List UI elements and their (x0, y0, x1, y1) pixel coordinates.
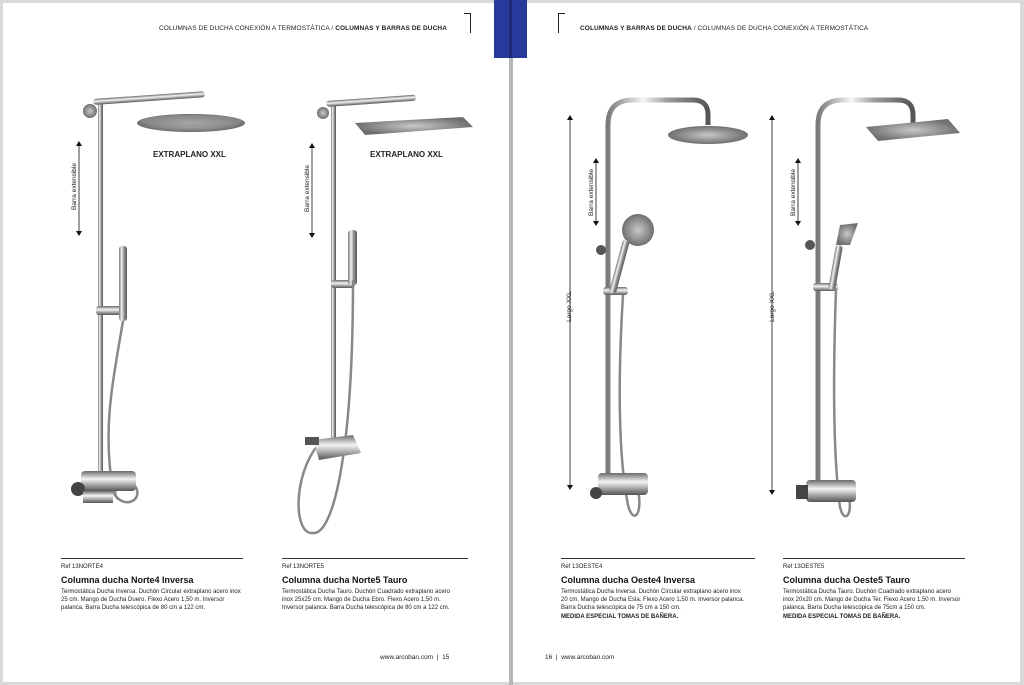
barra-extensible-label: Barra extensible (587, 169, 595, 216)
page-16 (513, 3, 1020, 682)
barra-extensible-label: Barra extensible (303, 165, 311, 212)
shower-column-norte5-image (293, 95, 493, 540)
header-category: / COLUMNAS DE DUCHA CONEXIÓN A TERMOSTÁTICA (691, 25, 869, 32)
description-text: Termostática Ducha Tauro. Duchón Cuadrado extraplano acero inox 20x20 cm. Mango de Ducha Ter. Flexo Acero 1,50 m. Inversor palanca. Barra Ducha telescópica de 75cm a 150 cm. (783, 589, 961, 612)
extraplano-label: EXTRAPLANO XXL (153, 150, 226, 159)
extraplano-label: EXTRAPLANO XXL (370, 150, 443, 159)
description-text: Termostática Ducha Inversa. Duchón Circular extraplano acero inox 20 cm. Mango de Ducha Esla. Flexo Acero 1,50 m. Inversor palanca. Barra Ducha telescópica de 75 cm a 150 cm. (561, 589, 745, 612)
product-description (783, 588, 963, 621)
ref-code: 13OESTE5 (794, 564, 825, 570)
page-15 (3, 3, 509, 682)
product-description (561, 588, 746, 621)
corner-mark (558, 13, 565, 33)
header-section: COLUMNAS Y BARRAS DE DUCHA (335, 25, 447, 32)
largo-xxl-label: Largo XXL (768, 291, 776, 322)
ref-label: Ref (561, 564, 571, 570)
page-footer (545, 654, 614, 661)
divider (561, 558, 755, 559)
ref-label: Ref (61, 564, 71, 570)
shower-column-oeste5-image (778, 95, 968, 535)
product-ref (282, 564, 324, 570)
footer-website[interactable]: www.arcoban.com (561, 654, 615, 661)
footer-website[interactable]: www.arcoban.com (380, 654, 434, 661)
product-title: Columna ducha Oeste5 Tauro (783, 575, 910, 585)
product-description: Termostática Ducha Inversa. Duchón Circular extraplano acero inox 25 cm. Mango de Ducha Duero. Flexo Acero 1,50 m. Inversor palanca. Barra Ducha telescópica de 80 cm a 122 cm. (61, 589, 241, 612)
ref-label: Ref (282, 564, 292, 570)
bookmark-ribbon (494, 0, 527, 58)
divider (783, 558, 965, 559)
special-note: MEDIDA ESPECIAL TOMAS DE BAÑERA. (783, 613, 901, 620)
header-category: COLUMNAS DE DUCHA CONEXIÓN A TERMOSTÁTICA / (159, 25, 336, 32)
corner-mark (464, 13, 471, 33)
header-section: COLUMNAS Y BARRAS DE DUCHA (580, 25, 692, 32)
product-ref (61, 564, 103, 570)
product-ref (783, 564, 824, 570)
page-header (159, 25, 447, 32)
barra-extensible-label: Barra extensible (789, 169, 797, 216)
ref-code: 13NORTE5 (293, 564, 324, 570)
product-title: Columna ducha Oeste4 Inversa (561, 575, 696, 585)
ref-code: 13NORTE4 (72, 564, 103, 570)
footer-separator: | (436, 654, 439, 661)
product-description: Termostática Ducha Tauro. Duchón Cuadrado extraplano acero inox 25x25 cm. Mango de Ducha Ebro. Flexo Acero 1,50 m. Inversor palanca. Barra Ducha telescópica de 80 cm a 122 cm. (282, 589, 450, 612)
ref-code: 13OESTE4 (572, 564, 603, 570)
ref-label: Ref (783, 564, 793, 570)
product-title: Columna ducha Norte4 Inversa (61, 575, 194, 585)
page-number: 16 (545, 654, 553, 661)
product-title: Columna ducha Norte5 Tauro (282, 575, 408, 585)
shower-column-oeste4-image (578, 95, 758, 535)
page-footer (380, 654, 449, 661)
barra-extensible-label: Barra extensible (70, 163, 78, 210)
product-ref (561, 564, 602, 570)
largo-xxl-label: Largo XXL (565, 291, 573, 322)
page-header (580, 25, 868, 32)
divider (282, 558, 468, 559)
special-note: MEDIDA ESPECIAL TOMAS DE BAÑERA. (561, 613, 679, 620)
footer-separator: | (555, 654, 558, 661)
page-number: 15 (442, 654, 450, 661)
divider (61, 558, 243, 559)
